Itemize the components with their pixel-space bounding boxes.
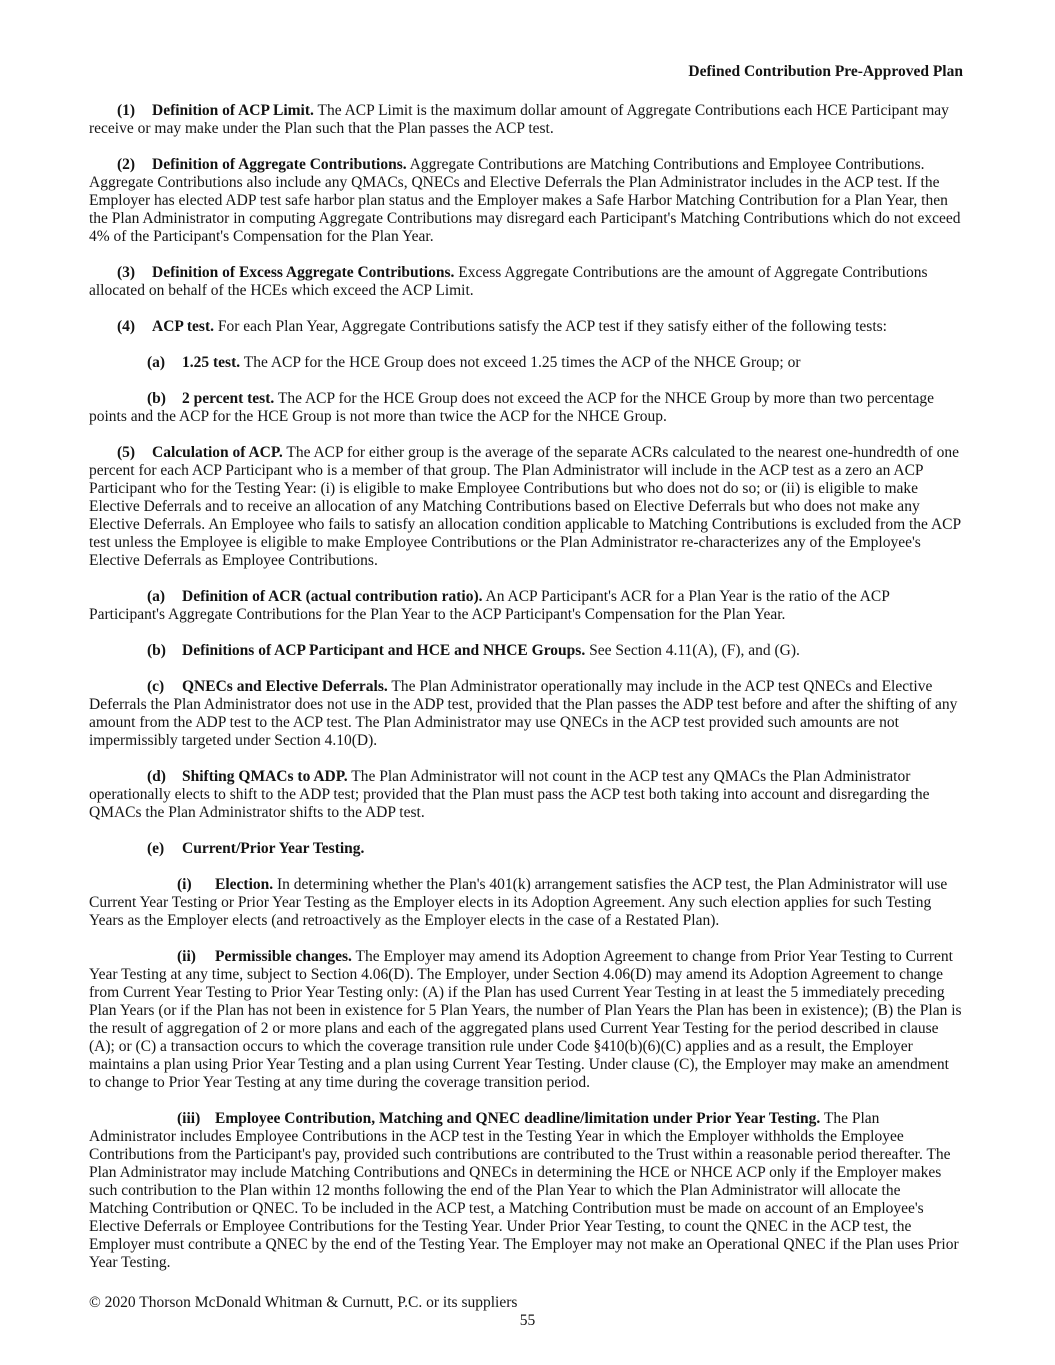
paragraph-heading: Definition of Excess Aggregate Contributions. [152, 264, 455, 281]
paragraph-body: The Plan Administrator includes Employee Contributions in the ACP test in the Testing Year in which the Employer withholds the Employee Contributions from the Participant's pay, provided such contributions are contributed to the Trust within a reasonable period thereafter. The Plan Administrator may include Matching Contributions and QNECs in determining the HCE or NHCE ACP only if the Employer makes such contribution to the Plan within 12 months following the end of the Plan Year to which the Plan Administrator will allocate the Matching Contribution or QNEC. To be included in the ACP test, a Matching Contribution must be made on account of an Employee's Elective Deferrals or Employee Contributions for the Testing Year. Under Prior Year Testing, to count the QNEC in the ACP test, the Employer must contribute a QNEC by the end of the Testing Year. The Employer may not make an Operational QNEC if the Plan uses Prior Year Testing. [89, 1110, 959, 1271]
paragraph-body: The ACP for either group is the average of the separate ACRs calculated to the nearest one-hundredth of one percent for each ACP Participant who is a member of that group. The Plan Administrator will include in the ACP test as a zero an ACP Participant who for the Testing Year: (i) is eligible to make Employee Contributions but who does not do so; or (ii) is eligible to make Elective Deferrals and to receive an allocation of any Matching Contributions based on Elective Deferrals but who does not make any Elective Deferrals. An Employee who fails to satisfy an allocation condition applicable to Matching Contributions is excluded from the ACP test unless the Employee is eligible to make Employee Contributions or the Plan Administrator re-characterizes any of the Employee's Elective Deferrals as Employee Contributions. [89, 444, 961, 569]
paragraph-5c [89, 678, 963, 750]
paragraph-body: The Plan Administrator operationally may include in the ACP test QNECs and Elective Deferrals the Plan Administrator does not use in the ADP test, provided that the Plan passes the ADP test before and after the shifting of any amount from the ADP test to the ACP test. The Plan Administrator may use QNECs in the ACP test provided such amounts are not impermissibly targeted under Section 4.10(D). [89, 678, 958, 749]
paragraph-number: (5) [117, 444, 136, 461]
paragraph-heading: Definition of ACR (actual contribution ratio). [182, 588, 483, 605]
paragraph-heading: Shifting QMACs to ADP. [182, 768, 348, 785]
paragraph-body: The ACP Limit is the maximum dollar amount of Aggregate Contributions each HCE Participant may receive or may make under the Plan such that the Plan passes the ACP test. [89, 102, 949, 137]
paragraph-heading: Definition of Aggregate Contributions. [152, 156, 407, 173]
paragraph-heading: Employee Contribution, Matching and QNEC deadline/limitation under Prior Year Testing. [215, 1110, 821, 1127]
paragraph-5e-i [89, 876, 963, 930]
paragraph-5e-ii [89, 948, 963, 1092]
paragraph-2 [89, 156, 963, 246]
paragraph-heading: 2 percent test. [182, 390, 275, 407]
paragraph-body: Excess Aggregate Contributions are the amount of Aggregate Contributions allocated on behalf of the HCEs which exceed the ACP Limit. [89, 264, 928, 299]
paragraph-number: (4) [117, 318, 136, 335]
paragraph-5b [89, 642, 963, 660]
page-header-title: Defined Contribution Pre-Approved Plan [688, 63, 963, 80]
paragraph-3 [89, 264, 963, 300]
paragraph-body: In determining whether the Plan's 401(k) arrangement satisfies the ACP test, the Plan Administrator will use Current Year Testing or Prior Year Testing as the Employer elects in its Adoption Agreement. Any such election applies for such Testing Years as the Employer elects (and retroactively as the Employer elects in the case of a Restated Plan). [89, 876, 948, 929]
paragraph-body: The ACP for the HCE Group does not exceed the ACP for the NHCE Group by more than two percentage points and the ACP for the HCE Group is not more than twice the ACP for the NHCE Group. [89, 390, 935, 425]
paragraph-heading: Definition of ACP Limit. [152, 102, 314, 119]
paragraph-heading: Election. [215, 876, 274, 893]
paragraph-number: (1) [117, 102, 136, 119]
paragraph-body: See Section 4.11(A), (F), and (G). [589, 642, 800, 659]
paragraph-body: Aggregate Contributions are Matching Contributions and Employee Contributions. Aggregate Contributions also include any QMACs, QNECs and Elective Deferrals the Plan Administrator includes in the ACP test. If the Employer has elected ADP test safe harbor plan status and the Employer makes a Safe Harbor Matching Contribution for a Plan Year, then the Plan Administrator in computing Aggregate Contributions may disregard each Participant's Matching Contributions which do not exceed 4% of the Participant's Compensation for the Plan Year. [89, 156, 961, 245]
paragraph-number: (iii) [177, 1110, 201, 1127]
paragraph-number: (d) [147, 768, 166, 785]
page-number: 55 [519, 1312, 536, 1329]
paragraph-heading: Permissible changes. [215, 948, 352, 965]
paragraph-number: (b) [147, 642, 166, 659]
footer-copyright: © 2020 Thorson McDonald Whitman & Curnutt, P.C. or its suppliers [89, 1294, 518, 1311]
paragraph-heading: Current/Prior Year Testing. [182, 840, 365, 857]
paragraph-number: (e) [147, 840, 165, 857]
paragraph-heading: ACP test. [152, 318, 214, 335]
paragraph-body: For each Plan Year, Aggregate Contributions satisfy the ACP test if they satisfy either of the following tests: [217, 318, 887, 335]
paragraph-heading: 1.25 test. [182, 354, 241, 371]
paragraph-heading: Calculation of ACP. [152, 444, 283, 461]
paragraph-4 [89, 318, 963, 336]
paragraph-body: The ACP for the HCE Group does not exceed 1.25 times the ACP of the NHCE Group; or [243, 354, 801, 371]
paragraph-5e-iii [89, 1110, 963, 1272]
paragraph-number: (i) [177, 876, 192, 893]
paragraph-body: An ACP Participant's ACR for a Plan Year is the ratio of the ACP Participant's Aggregate Contributions for the Plan Year to the ACP Participant's Compensation for the Plan Year. [89, 588, 890, 623]
paragraph-heading: Definitions of ACP Participant and HCE and NHCE Groups. [182, 642, 586, 659]
paragraph-5a [89, 588, 963, 624]
paragraph-1 [89, 102, 963, 138]
paragraph-number: (b) [147, 390, 166, 407]
paragraph-number: (c) [147, 678, 165, 695]
paragraph-5e [89, 840, 963, 858]
paragraph-number: (2) [117, 156, 136, 173]
paragraph-number: (a) [147, 354, 166, 371]
paragraph-4b [89, 390, 963, 426]
document-content [89, 63, 963, 1272]
paragraph-body: The Employer may amend its Adoption Agreement to change from Prior Year Testing to Current Year Testing at any time, subject to Section 4.06(D). The Employer, under Section 4.06(D) may amend its Adoption Agreement to change from Current Year Testing to Prior Year Testing only: (A) if the Plan has used Current Year Testing in at least the 5 immediately preceding Plan Years (or if the Plan has not been in existence for 5 Plan Years, the number of Plan Years the Plan has been in existence); (B) the Plan is the result of aggregation of 2 or more plans and each of the aggregated plans used Current Year Testing for the period described in clause (A); or (C) a transaction occurs to which the coverage transition rule under Code §410(b)(6)(C) applies and as a result, the Employer maintains a plan using Prior Year Testing and a plan using Current Year Testing. Under clause (C), the Employer may make an amendment to change to Prior Year Testing at any time during the coverage transition period. [89, 948, 962, 1091]
paragraph-5 [89, 444, 963, 570]
paragraph-number: (3) [117, 264, 136, 281]
paragraph-number: (ii) [177, 948, 196, 965]
paragraph-body: The Plan Administrator will not count in the ACP test any QMACs the Plan Administrator operationally elects to shift to the ADP test; provided that the Plan must pass the ACP test both taking into account and disregarding the QMACs the Plan Administrator shifts to the ADP test. [89, 768, 930, 821]
paragraph-number: (a) [147, 588, 166, 605]
paragraph-5d [89, 768, 963, 822]
paragraph-4a [89, 354, 963, 372]
paragraph-heading: QNECs and Elective Deferrals. [182, 678, 388, 695]
